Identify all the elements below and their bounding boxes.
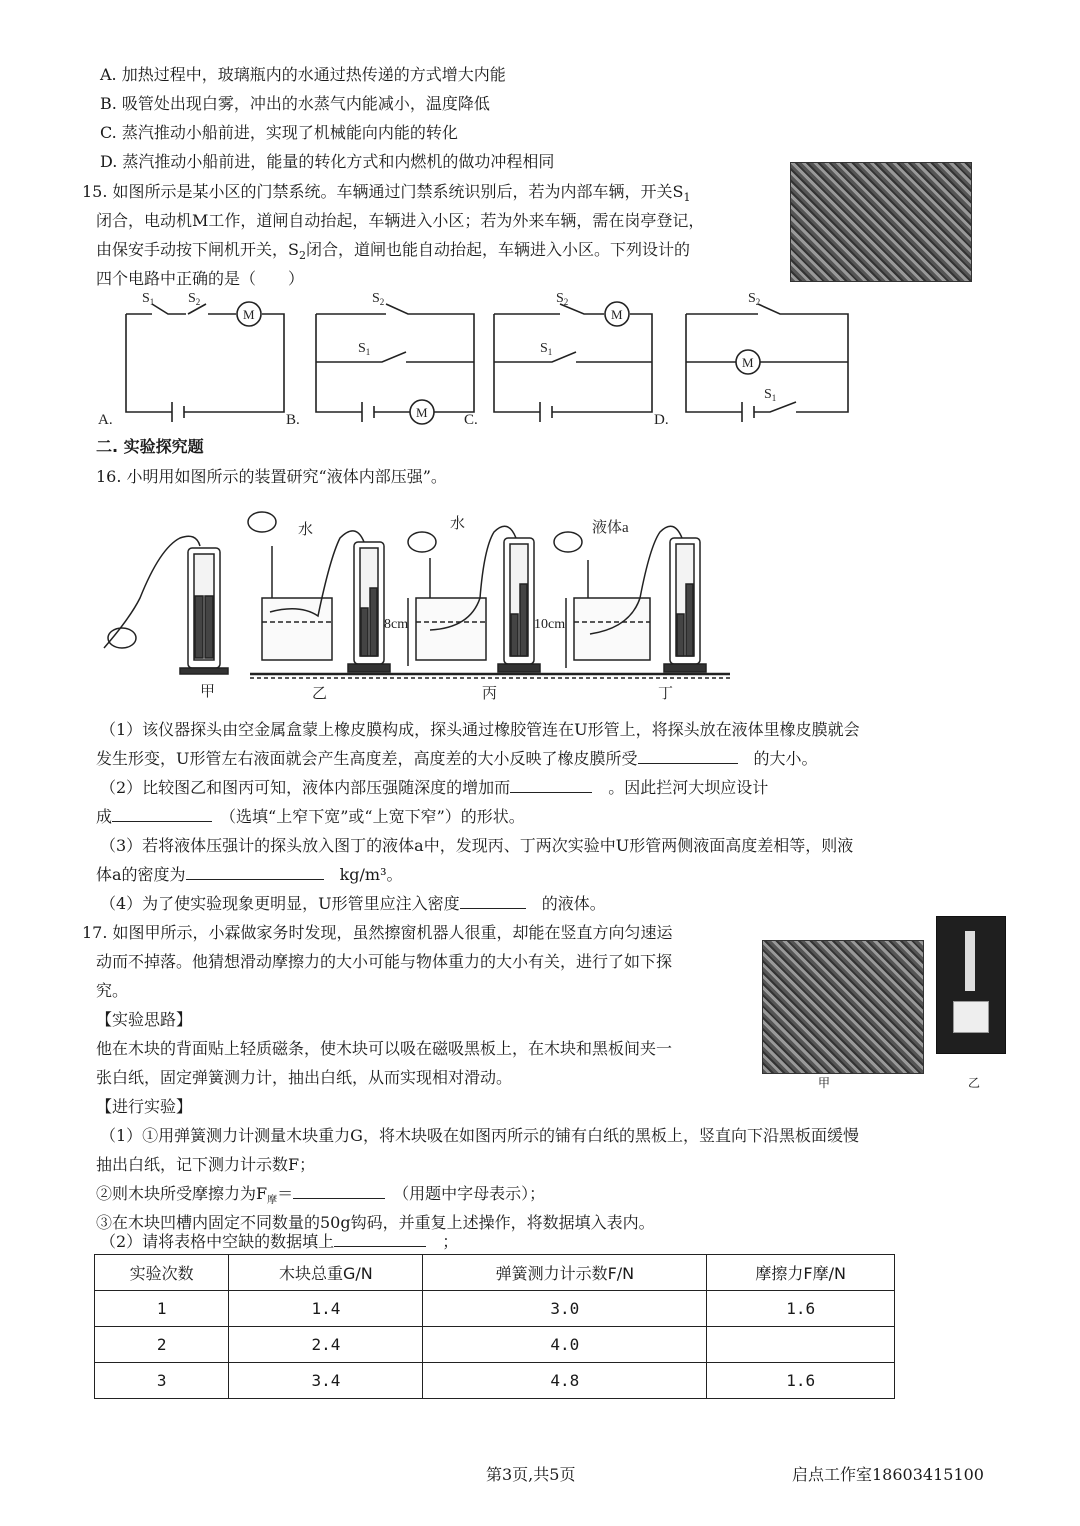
table-cell: 1.6 <box>707 1363 895 1399</box>
q14-option-d: D. 蒸汽推动小船前进，能量的转化方式和内燃机的做功冲程相同 <box>100 152 555 171</box>
fig-label-yi: 乙 <box>312 686 328 702</box>
q17-blank-1 <box>293 1182 385 1199</box>
q16-part1-line1: （1）该仪器探头由空金属盒蒙上橡皮膜构成，探头通过橡胶管连在U形管上，将探头放在液体里橡皮膜就会 <box>100 720 860 739</box>
q17-part2-text: （2）请将表格中空缺的数据填上 <box>100 1232 335 1251</box>
q16-blank-4 <box>186 863 324 880</box>
q15-line3 <box>96 238 690 268</box>
q17-part2-end: ； <box>442 1232 459 1251</box>
q16-part3-line1: （3）若将液体压强计的探头放入图丁的液体a中，发现丙、丁两次实验中U形管两侧液面高度差相等，则液 <box>100 836 854 855</box>
q16-blank-3 <box>112 805 212 822</box>
table-cell: 4.8 <box>423 1363 707 1399</box>
circuit-b-s1-label: $S_1$ <box>358 341 371 357</box>
fig-depth-8cm: 8cm <box>384 617 409 632</box>
table-cell: 3.4 <box>229 1363 423 1399</box>
q15-question: 四个电路中正确的是（ ） <box>96 269 305 288</box>
circuit-diagrams <box>90 286 860 436</box>
q17-line9: ③在木块凹槽内固定不同数量的50g钩码，并重复上述操作，将数据填入表内。 <box>96 1213 655 1232</box>
table-cell: 2 <box>95 1327 229 1363</box>
table-cell: 1 <box>95 1291 229 1327</box>
q16-part1-end: 的大小。 <box>753 749 818 768</box>
q17-line7: 抽出白纸，记下测力计示数F； <box>96 1155 316 1174</box>
table-header: 摩擦力F摩/N <box>707 1255 895 1291</box>
circuit-d-motor-label: M <box>742 355 754 370</box>
blackboard-photo <box>936 916 1006 1054</box>
table-row <box>95 1327 895 1363</box>
q14-option-b: B. 吸管处出现白雾，冲出的水蒸气内能减小，温度降低 <box>100 94 490 113</box>
gate-photo <box>790 162 972 282</box>
q15-line1-text: 15. 如图所示是某小区的门禁系统。车辆通过门禁系统识别后，若为内部车辆，开关S <box>82 182 684 201</box>
q17-line1: 17. 如图甲所示，小霖做家务时发现，虽然擦窗机器人很重，却能在竖直方向匀速运 <box>82 923 673 942</box>
table-row <box>95 1363 895 1399</box>
q15-line3b: 闭合，道闸也能自动抬起，车辆进入小区。下列设计的 <box>305 240 690 259</box>
q17-friction-sub: 摩 <box>267 1195 278 1207</box>
q14-option-c: C. 蒸汽推动小船前进，实现了机械能向内能的转化 <box>100 123 458 142</box>
window-robot-photo <box>762 940 924 1074</box>
circuit-c-s2-label: $S_2$ <box>556 291 569 307</box>
q16-part4-text: （4）为了使实验现象更明显，U形管里应注入密度 <box>100 894 460 913</box>
q16-blank-2 <box>510 776 592 793</box>
table-cell: 1.4 <box>229 1291 423 1327</box>
circuit-b-s2-label: $S_2$ <box>372 291 385 307</box>
circuit-d-s2-label: $S_2$ <box>748 291 761 307</box>
q16-part1-line2 <box>96 747 818 771</box>
q16-stem: 16. 小明用如图所示的装置研究“液体内部压强”。 <box>96 467 447 486</box>
q17-line10 <box>100 1230 458 1254</box>
q16-part2-mid: 。因此拦河大坝应设计 <box>608 778 769 797</box>
q17-line5: 张白纸，固定弹簧测力计，抽出白纸，从而实现相对滑动。 <box>96 1068 513 1087</box>
q15-s2-sub: 2 <box>298 249 306 263</box>
q15-line1 <box>82 180 691 210</box>
table-cell: 1.6 <box>707 1291 895 1327</box>
spring-scale <box>965 931 975 991</box>
table-cell: 2.4 <box>229 1327 423 1363</box>
q16-part3-line2 <box>96 863 402 887</box>
table-cell: 4.0 <box>423 1327 707 1363</box>
q15-line3a: 由保安手动按下闸机开关，S <box>96 240 299 259</box>
q16-part1-text: 发生形变，U形管左右液面就会产生高度差，高度差的大小反映了橡皮膜所受 <box>96 749 638 768</box>
q16-part3-text: 体a的密度为 <box>96 865 186 884</box>
friction-data-table <box>94 1254 895 1399</box>
q17-line2: 动而不掉落。他猜想滑动摩擦力的大小可能与物体重力的大小有关，进行了如下探 <box>96 952 673 971</box>
option-d-label: D. <box>654 412 669 428</box>
table-cell: 3 <box>95 1363 229 1399</box>
q16-part2-text: （2）比较图乙和图丙可知，液体内部压强随深度的增加而 <box>100 778 511 797</box>
circuit-c-s1-label: $S_1$ <box>540 341 553 357</box>
photo-label-jia: 甲 <box>818 1076 831 1090</box>
fig-liquid-a-label: 液体a <box>592 520 629 536</box>
circuit-a-s1-label: $S_1$ <box>142 291 155 307</box>
table-cell-blank <box>707 1327 895 1363</box>
q16-part2-line1 <box>100 776 768 800</box>
table-row <box>95 1291 895 1327</box>
q17-heading-idea: 【实验思路】 <box>96 1010 193 1029</box>
circuit-d-s1-label: $S_1$ <box>764 387 777 403</box>
circuit-a-motor-label: M <box>243 307 255 322</box>
wood-block <box>953 1001 989 1033</box>
option-b-label: B. <box>286 412 300 428</box>
q17-line3: 究。 <box>96 981 129 1000</box>
fig-water-label-2: 水 <box>450 516 466 532</box>
table-cell: 3.0 <box>423 1291 707 1327</box>
q17-heading-experiment: 【进行实验】 <box>96 1097 193 1116</box>
studio-contact: 启点工作室18603415100 <box>792 1465 984 1484</box>
photo-label-yi: 乙 <box>968 1076 981 1090</box>
q14-option-a: A. 加热过程中，玻璃瓶内的水通过热传递的方式增大内能 <box>100 65 506 84</box>
q16-part3-unit: kg/m³。 <box>339 865 403 884</box>
q17-line8 <box>96 1182 545 1213</box>
q16-part2-line2 <box>96 805 525 829</box>
q17-blank-2 <box>334 1230 426 1247</box>
table-header-row <box>95 1255 895 1291</box>
q17-line8-end: （用题中字母表示）； <box>401 1184 546 1203</box>
table-header: 实验次数 <box>95 1255 229 1291</box>
table-header: 木块总重G/N <box>229 1255 423 1291</box>
fig-depth-10cm: 10cm <box>534 617 566 632</box>
page-number: 第3页,共5页 <box>486 1465 576 1484</box>
q16-blank-1 <box>638 747 738 764</box>
table-header: 弹簧测力计示数F/N <box>423 1255 707 1291</box>
q16-part4-end: 的液体。 <box>541 894 606 913</box>
q17-equals: ＝ <box>277 1184 294 1203</box>
pressure-gauge-figure <box>100 498 740 708</box>
q16-part2-end: （选填“上窄下宽”或“上宽下窄”）的形状。 <box>228 807 525 826</box>
q15-line2: 闭合，电动机M工作，道闸自动抬起，车辆进入小区；若为外来车辆，需在岗亭登记， <box>96 211 705 230</box>
q16-part4 <box>100 892 606 916</box>
option-c-label: C. <box>464 412 478 428</box>
q17-line6: （1）①用弹簧测力计测量木块重力G，将木块吸在如图丙所示的铺有白纸的黑板上，竖直向下沿黑板面缓慢 <box>100 1126 859 1145</box>
fig-label-bing: 丙 <box>482 686 498 702</box>
fig-label-jia: 甲 <box>200 684 216 700</box>
q17-line4: 他在木块的背面贴上轻质磁条，使木块可以吸在磁吸黑板上，在木块和黑板间夹一 <box>96 1039 673 1058</box>
q15-s1-sub: 1 <box>683 191 691 205</box>
q16-part2-cheng: 成 <box>96 807 113 826</box>
section-heading: 二. 实验探究题 <box>96 437 204 456</box>
q16-blank-5 <box>460 892 526 909</box>
fig-water-label-1: 水 <box>298 522 314 538</box>
circuit-a-s2-label: $S_2$ <box>188 291 201 307</box>
q17-friction-text: ②则木块所受摩擦力为F <box>96 1184 268 1203</box>
fig-label-ding: 丁 <box>658 686 674 702</box>
circuit-b-motor-label: M <box>416 405 428 420</box>
circuit-c-motor-label: M <box>611 307 623 322</box>
option-a-label: A. <box>98 412 113 428</box>
